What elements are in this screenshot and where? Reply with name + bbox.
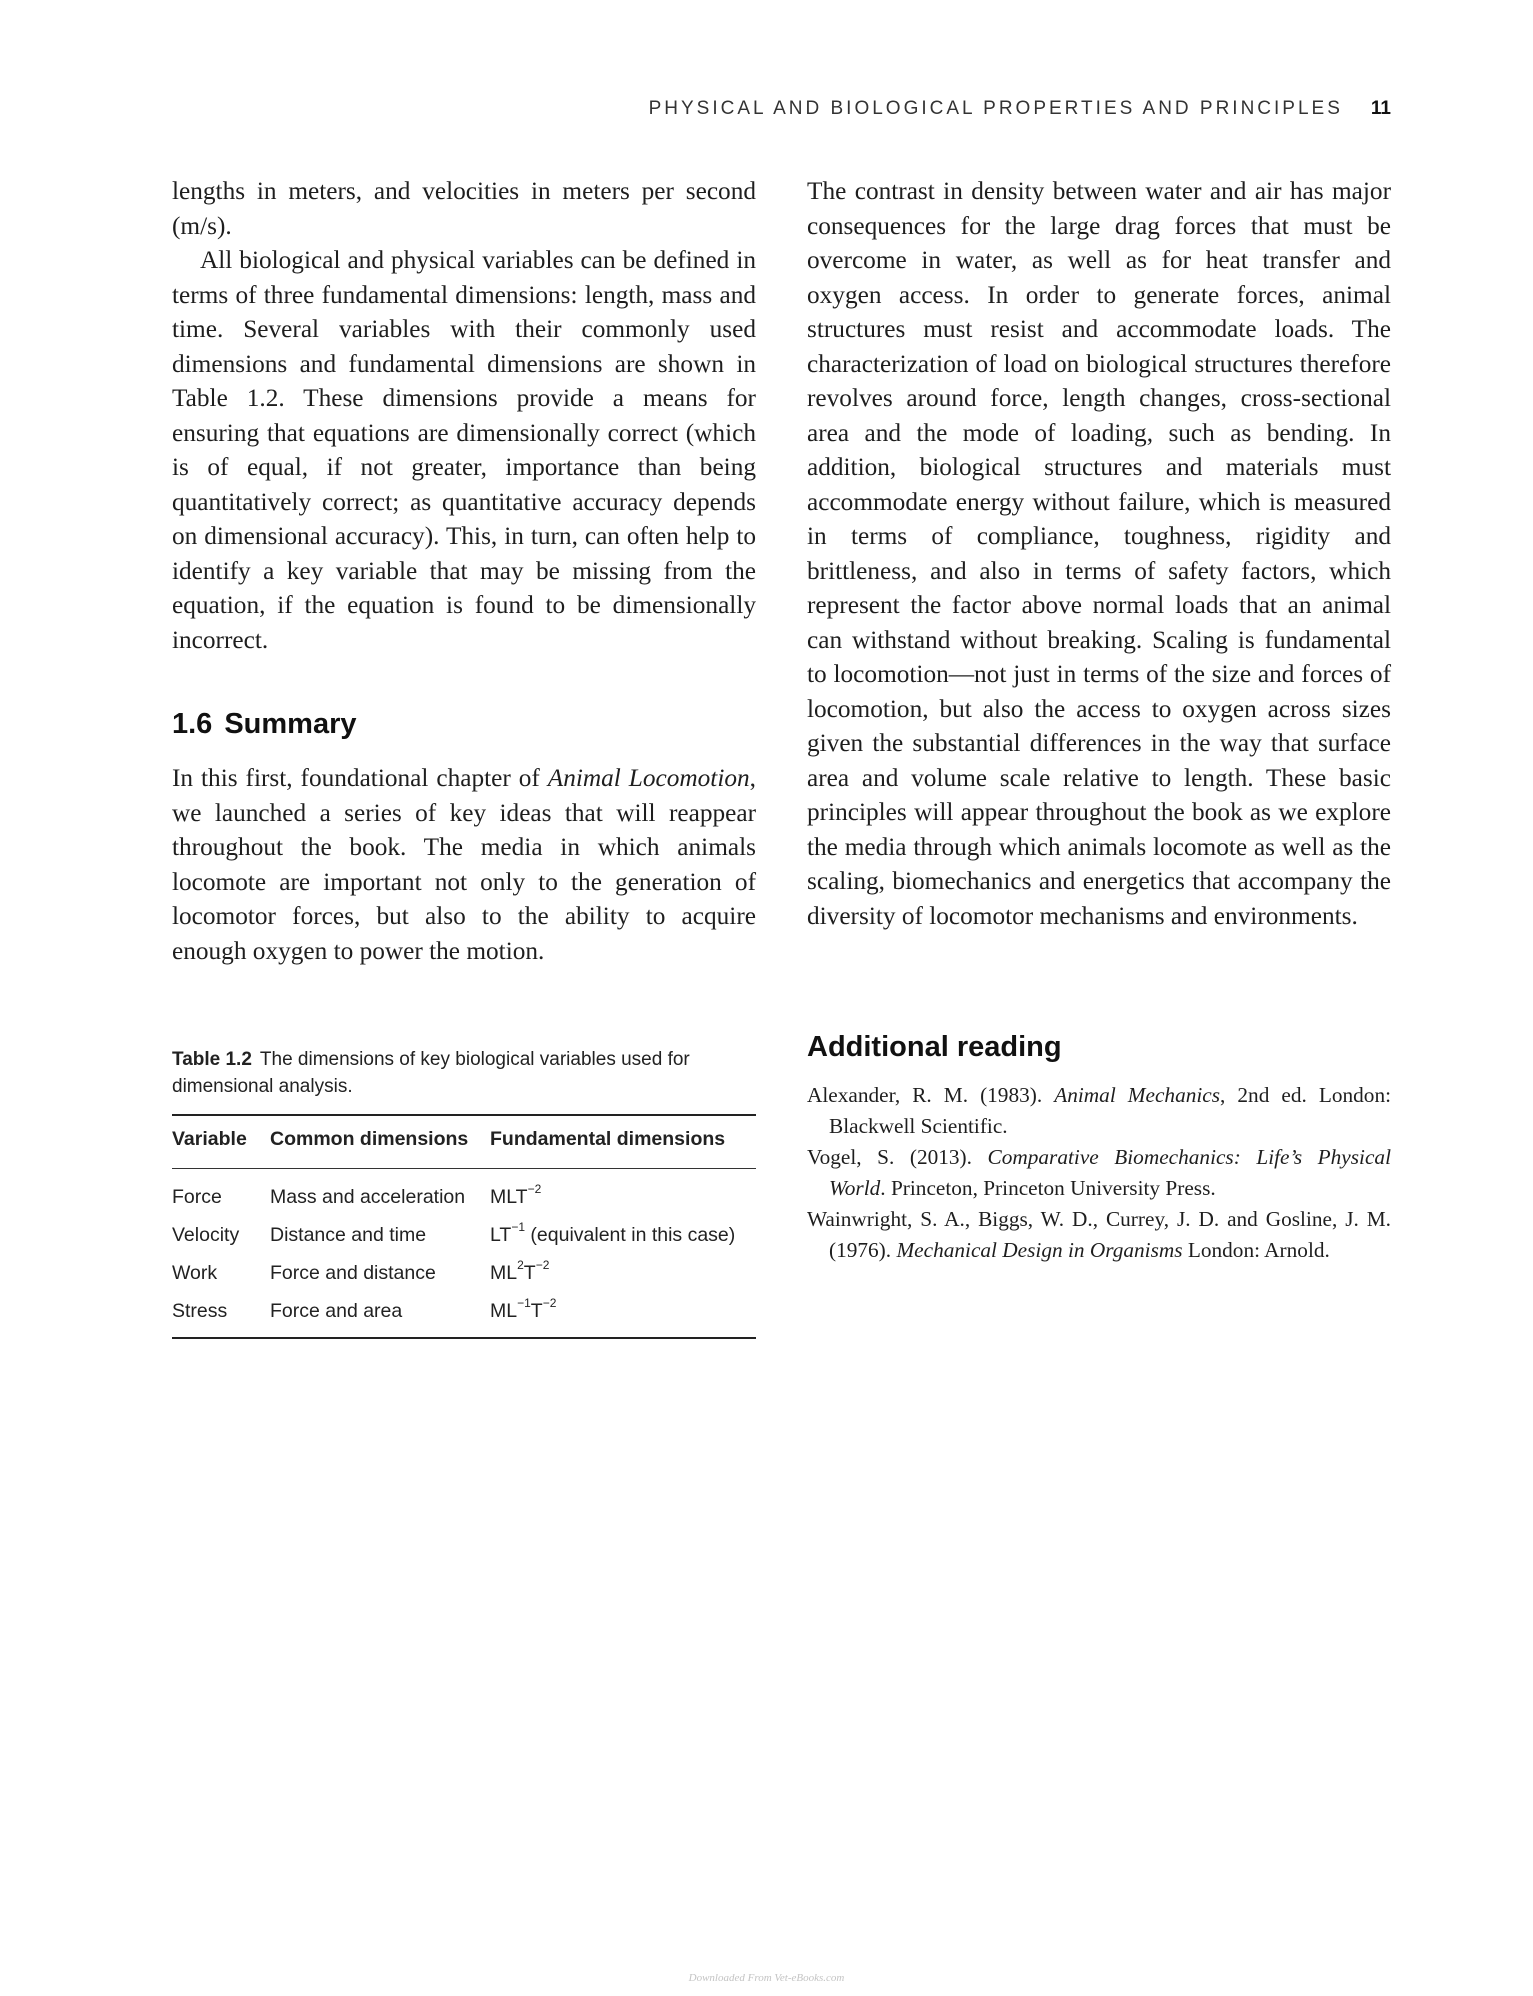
table-cell: Stress [172,1293,270,1338]
table-1-2 [172,1046,756,1339]
page-number: 11 [1370,98,1391,119]
table-row [172,1293,756,1338]
reference-item: Wainwright, S. A., Biggs, W. D., Currey, J. D. and Gosline, J. M. (1976). Mechanical Design in Organisms London: Arnold. [807,1207,1391,1262]
left-column [172,174,756,968]
book-title: Animal Locomotion [547,764,750,792]
table-cell: Velocity [172,1224,240,1246]
table-cell: $ML^2T^{-2}$ [490,1258,550,1284]
section-heading-summary [172,708,756,741]
table-caption-text: The dimensions of key biological variables used for dimensional analysis. [172,1049,690,1097]
table-cell: Work [172,1262,218,1284]
table-row [172,1169,756,1218]
dimensions-table [172,1114,756,1339]
summary-paragraph: In this first, foundational chapter of Animal Locomotion, we launched a series of key ideas that will reappear throughout the book. The media in which animals locomote are important not only to the generation of locomotor forces, but also to the ability to acquire enough oxygen to power the motion. [172,764,756,965]
table-cell: Force [172,1186,222,1208]
section-number: 1.6 [172,708,213,740]
reference-item: Alexander, R. M. (1983). Animal Mechanics, 2nd ed. London: Blackwell Scientific. [807,1083,1392,1138]
right-column [807,174,1391,1266]
column-header: Variable [172,1115,270,1169]
table-caption [172,1046,756,1100]
reference-item: Vogel, S. (2013). Comparative Biomechanics: Life’s Physical World. Princeton, Princeton University Press. [807,1145,1391,1200]
table-label: Table 1.2 [172,1049,252,1070]
table-cell: $MLT^{-2}$ [490,1182,542,1208]
section-title: Summary [224,708,357,740]
reference-list [807,1080,1391,1266]
table-cell: Mass and acceleration [270,1186,466,1208]
table-row [172,1217,756,1255]
table-row [172,1255,756,1293]
section-heading-additional-reading: Additional reading [807,1031,1062,1063]
column-header: Common dimensions [270,1115,490,1169]
table-cell: Force and area [270,1293,490,1338]
running-title: PHYSICAL AND BIOLOGICAL PROPERTIES AND PRINCIPLES [648,98,1343,119]
download-watermark: Downloaded From Vet-eBooks.com [688,1972,845,1984]
column-header: Fundamental dimensions [490,1115,756,1169]
continued-paragraph: lengths in meters, and velocities in meters per second (m/s). [172,177,756,240]
table-cell: $LT^{-1}$ (equivalent in this case) [490,1220,736,1246]
density-paragraph: The contrast in density between water and air has major consequences for the large drag forces that must be overcome in water, as well as for heat transfer and oxygen access. In order to generate forces, animal structures must resist and accommodate loads. The characterization of load on biological structures therefore revolves around force, length changes, cross-sectional area and the mode of loading, such as bending. In addition, biological structures and materials must accommodate energy without failure, which is measured in terms of compliance, toughness, rigidity and brittleness, and also in terms of safety factors, which represent the factor above normal loads that an animal can withstand without breaking. Scaling is fundamental to locomotion—not just in terms of the size and forces of locomotion, but also the access to oxygen across sizes given the substantial differences in the way that surface area and volume scale relative to length. These basic principles will appear throughout the book as we explore the media through which animals locomote as well as the scaling, biomechanics and energetics that accompany the diversity of locomotor mechanisms and environments. [807,177,1391,930]
table-cell: Force and distance [270,1262,436,1284]
dimensions-paragraph: All biological and physical variables can be defined in terms of three fundamental dimensions: length, mass and time. Several variables with their commonly used dimensions and fundamental dimensions are shown in Table 1.2. These dimensions provide a means for ensuring that equations are dimensionally correct (which is of equal, if not greater, importance than being quantitatively correct; as quantitative accuracy depends on dimensional accuracy). This, in turn, can often help to identify a key variable that may be missing from the equation, if the equation is found to be dimensionally incorrect. [172,246,756,654]
table-header-row [172,1115,756,1169]
table-cell: Distance and time [270,1224,427,1246]
running-header [649,98,1391,120]
table-cell: $ML^{-1}T^{-2}$ [490,1293,756,1338]
